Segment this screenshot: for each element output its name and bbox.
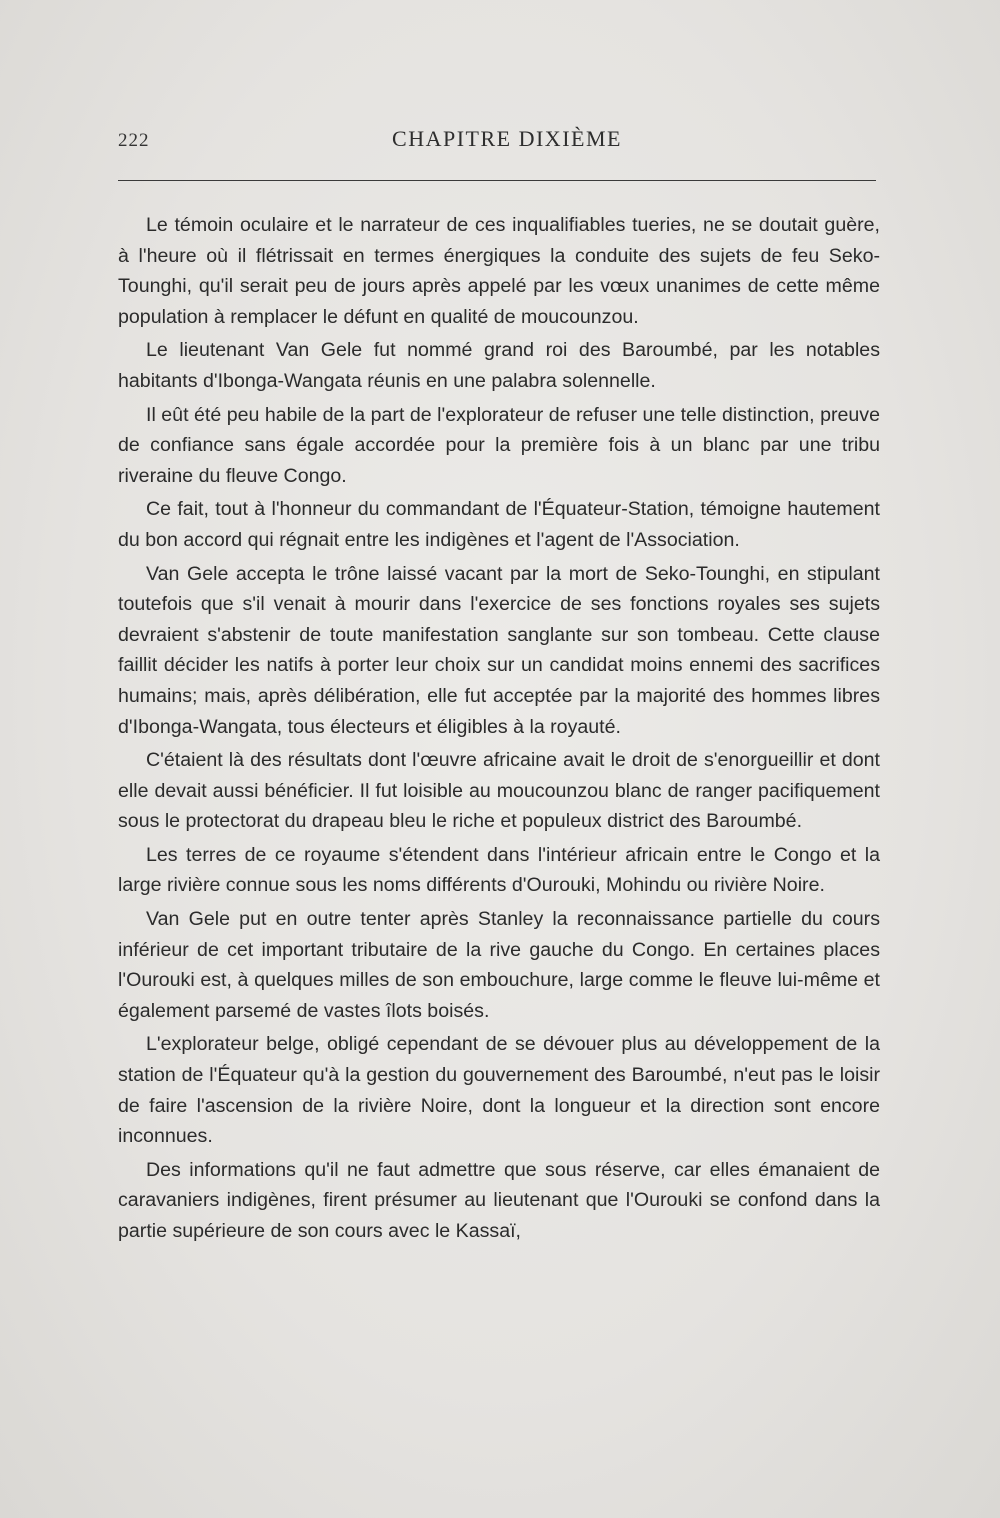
paragraph: Van Gele accepta le trône laissé vacant par la mort de Seko-Tounghi, en stipulant toutefois que s'il venait à mourir dans l'exercice de ses fonctions royales ses sujets devraient s'abstenir de toute manifestation sanglante sur son tombeau. Cette clause faillit décider les natifs à porter leur choix sur un candidat moins ennemi des sacrifices humains; mais, après délibération, elle fut acceptée par la majorité des hommes libres d'Ibonga-Wangata, tous électeurs et éligibles à la royauté. <box>118 562 880 738</box>
paragraph: Les terres de ce royaume s'étendent dans l'intérieur africain entre le Congo et la large rivière connue sous les noms différents d'Ourouki, Mohindu ou rivière Noire. <box>118 843 880 897</box>
body-text <box>118 210 880 1250</box>
paragraph: Il eût été peu habile de la part de l'explorateur de refuser une telle distinction, preuve de confiance sans égale accordée pour la première fois à un blanc par une tribu riveraine du fleuve Congo. <box>118 403 880 487</box>
paragraph: Le témoin oculaire et le narrateur de ces inqualifiables tueries, ne se doutait guère, à l'heure où il flétrissait en termes énergiques la conduite des sujets de feu Seko-Tounghi, qu'il serait peu de jours après appelé par les vœux unanimes de cette même population à remplacer le défunt en qualité de moucounzou. <box>118 214 880 328</box>
paragraph: Van Gele put en outre tenter après Stanley la reconnaissance partielle du cours inférieur de cet important tributaire de la rive gauche du Congo. En certaines places l'Ourouki est, à quelques milles de son embouchure, large comme le fleuve lui-même et également parsemé de vastes îlots boisés. <box>118 908 880 1022</box>
paragraph: Le lieutenant Van Gele fut nommé grand roi des Baroumbé, par les notables habitants d'Ibonga-Wangata réunis en une palabra solennelle. <box>118 339 880 392</box>
paragraph: Des informations qu'il ne faut admettre que sous réserve, car elles émanaient de caravaniers indigènes, firent présumer au lieutenant que l'Ourouki se confond dans la partie supérieure de son cours avec le Kassaï, <box>118 1158 880 1242</box>
paragraph: L'explorateur belge, obligé cependant de se dévouer plus au développement de la station de l'Équateur qu'à la gestion du gouvernement des Baroumbé, n'eut pas le loisir de faire l'ascension de la rivière Noire, dont la longueur et la direction sont encore inconnues. <box>118 1033 880 1148</box>
paragraph: Ce fait, tout à l'honneur du commandant de l'Équateur-Station, témoigne hautement du bon accord qui régnait entre les indigènes et l'agent de l'Association. <box>118 498 880 551</box>
paragraph: C'étaient là des résultats dont l'œuvre africaine avait le droit de s'enorgueillir et dont elle devait aussi bénéficier. Il fut loisible au moucounzou blanc de ranger pacifiquement sous le protectorat du drapeau bleu le riche et populeux district des Baroumbé. <box>118 749 880 833</box>
page-number: 222 <box>118 130 150 151</box>
chapter-title: CHAPITRE DIXIÈME <box>392 126 622 151</box>
page-header <box>118 126 876 158</box>
header-rule <box>118 180 876 181</box>
